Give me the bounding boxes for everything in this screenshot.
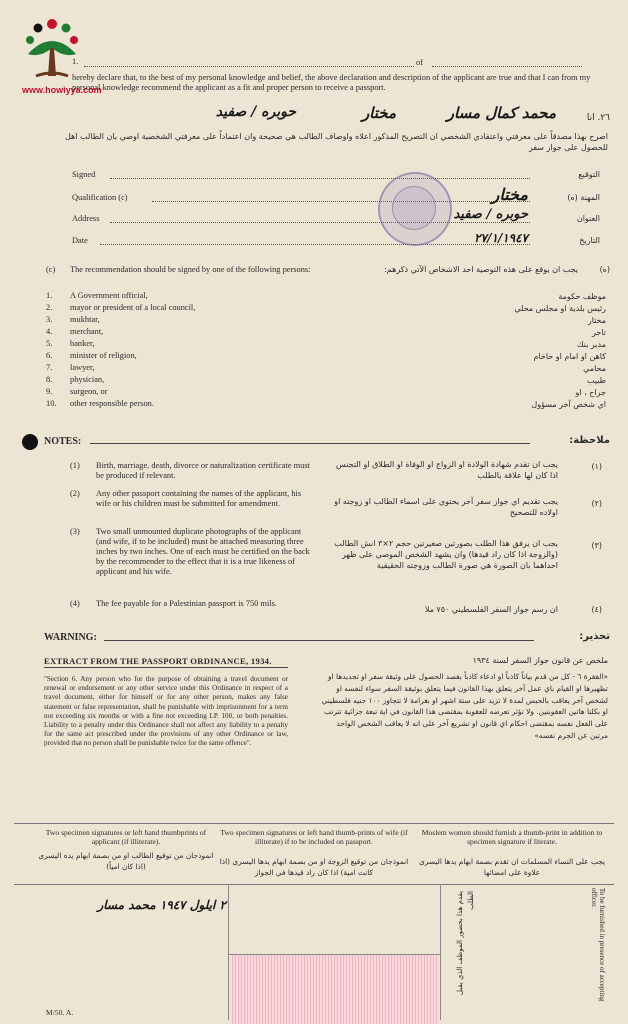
note-4-number: (4) [70, 599, 80, 608]
bottom-col-divider-2 [440, 884, 441, 1020]
note-1-text: Birth, marriage, death, divorce or naturalization certificate must be produced if relevant. [96, 461, 310, 480]
list-item: 10. other responsible person. اي شخص آخر مسؤول [46, 399, 606, 409]
vertical-note-ar: يقدم هذا بحضور الموظف الذي يقبل الطلب [456, 891, 475, 996]
note-3-text-ar: يجب ان يرفق هذا الطلب بصورتين صغيرتين حجم ٢×٣ انش الطالب (والزوجة اذا كان راد قيدها) وان يشهد الشخص الموصي على ظهر احداهما بان الصورة هي صورة الطالب وزوجته الحقيقية [334, 539, 558, 570]
signed-label: Signed [72, 170, 96, 179]
declaration-filled-name: محمد كمال مسار [446, 104, 556, 122]
vertical-note-en: To be furnished in presence of accepting officer. [590, 888, 606, 1002]
declaration-number-ar: ٢٦. انا [586, 113, 610, 123]
note-2-number: (2) [70, 489, 80, 498]
applicant-signature: ٢ ايلول ١٩٤٧ محمد مسار [97, 898, 226, 912]
note-3-number: (3) [70, 527, 80, 536]
bottom-top-rule [14, 823, 614, 824]
list-item: 1. A Government official, موظف حكومة [46, 291, 606, 301]
note-4-number-ar: (٤) [591, 605, 602, 614]
declaration-of-label: of [416, 58, 423, 67]
list-item: 2. mayor or president of a local council, رئيس بلدية او مجلس محلي [46, 303, 606, 313]
note-1-number-ar: (١) [591, 462, 602, 471]
specimen-moslem-women-label: Moslem women should furnish a thumb-print in addition to specimen signature if literate. [421, 828, 603, 846]
date-value: ٢٧/١/١٩٤٧ [474, 231, 528, 245]
declaration-text-ar: اصرح بهذا مصدقاً على معرفتي واعتقادي الشخصي ان التصريح المذكور اعلاه واوصاف الطالب هي صحيحة وان اعتماداً على معرفتي الشخصية اوصي بان الطالب اهل للحصول على جواز سفر [64, 132, 608, 152]
bottom-col-divider-1 [228, 884, 229, 1020]
note-2-number-ar: (٢) [591, 499, 602, 508]
official-stamp-inner [392, 186, 436, 230]
warning-title-ar: تحذير: [579, 631, 610, 642]
list-item: 7. lawyer, محامي [46, 363, 606, 373]
warning-extract-title: EXTRACT FROM THE PASSPORT ORDINANCE, 1934. [44, 656, 272, 666]
recommender-list [46, 291, 606, 411]
qualification-value: مختار [491, 185, 528, 204]
list-item: 9. surgeon, or جراح ، او [46, 387, 606, 397]
note-4-text-ar: ان رسم جواز السفر الفلسطيني ٧٥٠ ملا [424, 605, 558, 614]
specimen-wife-label: Two specimen signatures or left hand thumb-prints of wife (if illiterate) if to be included on passport. [220, 828, 408, 846]
declaration-number: 1. [72, 57, 79, 66]
notes-title-ar: ملاحظة: [569, 435, 610, 446]
specimen-moslem-women-label-ar: يجب على النساء المسلمات ان تقدم بصمة ابهام يدها اليسرى علاوة على امضائها [418, 857, 606, 877]
note-2-text: Any other passport containing the names of the applicant, his wife or his children must be submitted for amendment. [96, 489, 302, 508]
declaration-text-en: hereby declare that, to the best of my personal knowledge and belief, the above declaration and description of the applicant are true and that I can from my personal knowledge recommend the applicant as a fit and proper person to receive a passport. [72, 73, 591, 92]
vertical-note-en-wrap [584, 888, 614, 1012]
note-4-text: The fee payable for a Palestinian passport is 750 mils. [96, 599, 277, 608]
signed-label-ar: التوقيع [578, 170, 600, 179]
warning-rule [104, 640, 534, 641]
notes-rule [90, 443, 530, 444]
warning-extract-rule [44, 667, 288, 668]
list-item: 5. banker, مدير بنك [46, 339, 606, 349]
list-item: 8. physician, طبيب [46, 375, 606, 385]
warning-text: "Section 6. Any person who for the purpose of obtaining a travel document or renewal or endorsement or any other service under this Ordinance in respect of a travel document, either for himself or for any other person, makes any false statement or false representation, shall be punishable with imprisonment for a term not exceeding six months or with a fine not exceeding LP. 100, or both penalties. Liability to a penalty under this Ordinance shall not affect any liability to a penalty for the same act prescribed under the provisions of any other Ordinance or law, provided that no person shall be punishable twice for the same offence". [44, 675, 288, 748]
declaration-filled-place: حوبره / صفيد [215, 104, 296, 120]
address-label: Address [72, 214, 100, 223]
list-item: 3. mukhtar, مختار [46, 315, 606, 325]
specimen-applicant-label-ar: انموذجان من توقيع الطالب او من بصمة ابهام يده اليسرى (اذا كان امياً) [38, 851, 214, 871]
declaration-filled-role: مختار [361, 104, 396, 122]
qualification-label: Qualification (c) [72, 193, 128, 202]
recommend-marker: (c) [46, 265, 56, 274]
howiyya-url: www.howiyya.com [22, 85, 102, 95]
recommend-intro: The recommendation should be signed by one of the following persons: [70, 265, 311, 274]
recommend-intro-ar: يجب ان يوقع على هذه التوصية احد الاشخاص الآتي ذكرهم: [384, 265, 578, 274]
date-label-ar: التاريخ [579, 236, 600, 245]
address-line [110, 222, 530, 223]
vertical-note-ar-wrap [448, 892, 484, 1012]
declaration-name-line [84, 66, 414, 67]
warning-title: WARNING: [44, 632, 97, 643]
signed-line [110, 178, 530, 179]
date-label: Date [72, 236, 88, 245]
specimen-wife-label-ar: انموذجان من توقيع الزوجة او من بصمة ابهام يدها اليسرى (اذا كانت امية) اذا كان راد قيدها في الجواز [219, 857, 409, 877]
list-item: 4. merchant, تاجر [46, 327, 606, 337]
note-3-text: Two small unmounted duplicate photographs of the applicant (and wife, if to be included) must be attached measuring three inches by two inches. One of each must be certified on the back by the recommender to the effect that it is a true likeness of applicant and his wife. [96, 527, 310, 576]
specimen-applicant-label: Two specimen signatures or left hand thumbprints of applicant (if illiterate). [45, 828, 207, 846]
note-2-text-ar: يجب تقديم اي جواز سفر آخر يحتوي على اسماء الطالب او زوجته او اولاده للتصحيح [334, 497, 558, 517]
address-label-ar: العنوان [576, 214, 600, 223]
warning-text-ar: «الفقرة ٦ - كل من قدم بياناً كاذباً او ادعاء كاذباً بقصد الحصول على وثيقة سفر او تجديدها او تظهيرها او القيام باي عمل آخر يتعلق بهذا القانون فيما يتعلق بوثيقة السفر سواء لنفسه او لشخص آخر يعاقب بالحبس لمدة لا تزيد على ستة اشهر او بغرامة لا تتجاوز ١٠٠ جنيه فلسطيني او بكلتا هاتين العقوبتين. ولا تؤثر تعرضه للعقوبة بمقتضى هذا القانون في اية تبعة جزائية تترتب على الفعل نفسه بمقتضى احكام اي قانون او تشريع آخر على انه لا يعاقب الشخص الواحد مرتين عن الجرم نفسه» [321, 672, 608, 740]
declaration-place-line [432, 66, 582, 67]
address-value: حوبره / صفيد [453, 207, 528, 222]
form-code: M/50. A. [46, 1008, 74, 1017]
fee-stamp-area [232, 955, 438, 1024]
warning-extract-title-ar: ملخص عن قانون جواز السفر لسنة ١٩٣٤ [472, 656, 608, 665]
bottom-mid-rule [14, 884, 614, 885]
recommend-marker-ar: (ه) [599, 265, 610, 274]
notes-bullet [22, 434, 38, 450]
note-1-text-ar: يجب ان تقدم شهادة الولادة او الزواج او الوفاة او الطلاق او التجنس اذا كان لها علاقة بالطلب [336, 460, 558, 480]
qualification-label-ar: المهنة (ه) [567, 193, 600, 202]
note-1-number: (1) [70, 461, 80, 470]
list-item: 6. minister of religion, كاهن او امام او حاخام [46, 351, 606, 361]
note-3-number-ar: (٣) [591, 541, 602, 550]
notes-title: NOTES: [44, 436, 82, 447]
